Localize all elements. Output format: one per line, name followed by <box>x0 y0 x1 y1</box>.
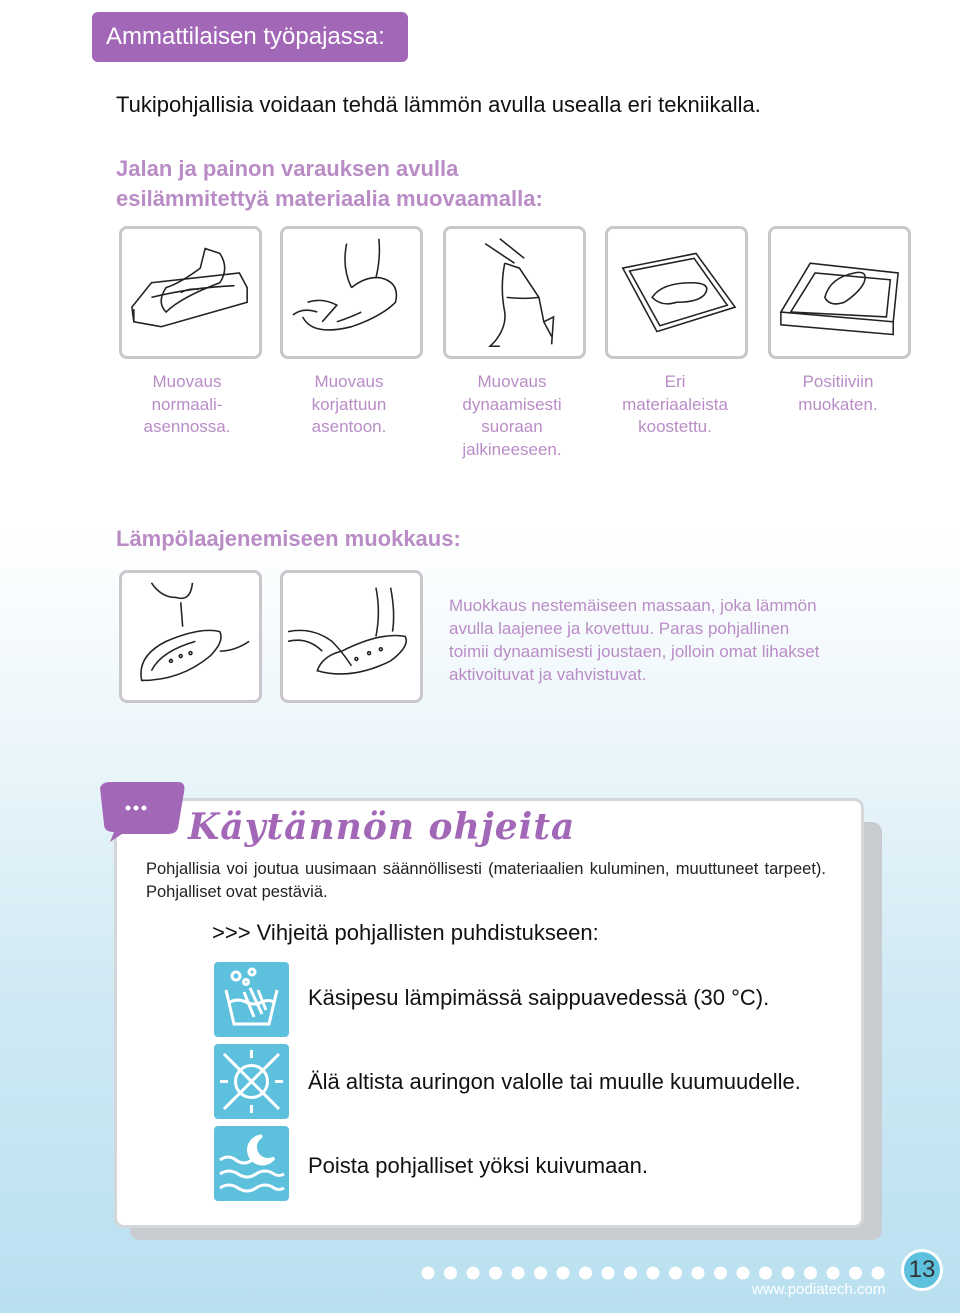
footer-dot <box>512 1267 525 1280</box>
no-heat-sun-icon <box>214 1044 289 1119</box>
tips-title: Käytännön ohjeita <box>188 806 576 848</box>
caption-line: korjattuun <box>311 394 387 414</box>
footer-dot <box>579 1267 592 1280</box>
speech-bubble-icon <box>94 780 190 842</box>
caption-4 <box>595 371 755 439</box>
text-line: avulla laajenee ja kovettuu. Paras pohjallinen <box>449 619 790 638</box>
footer-dot <box>872 1267 885 1280</box>
caption-line: normaali- <box>151 394 223 414</box>
caption-line: suoraan <box>481 417 543 436</box>
section2-text <box>449 594 859 686</box>
caption-line: jalkineeseen. <box>462 439 562 459</box>
caption-line: Muovaus <box>314 372 384 391</box>
illustration-hands-shaping-foot <box>280 226 423 359</box>
caption-2 <box>269 371 429 439</box>
footer-dot <box>782 1267 795 1280</box>
caption-3 <box>432 371 592 461</box>
section-tag: Ammattilaisen työpajassa: <box>92 12 408 62</box>
section1-title-line1: Jalan ja painon varauksen avulla <box>116 156 459 181</box>
illustration-foot-in-tray <box>119 226 262 359</box>
footer-dot <box>827 1267 840 1280</box>
footer-dot <box>467 1267 480 1280</box>
footer-dot <box>489 1267 502 1280</box>
section2-title: Lämpölaajenemiseen muokkaus: <box>116 526 461 551</box>
footer-dot <box>849 1267 862 1280</box>
caption-line: muokaten. <box>798 394 878 414</box>
footer-dot <box>737 1267 750 1280</box>
footer-dot <box>534 1267 547 1280</box>
caption-line: dynaamisesti <box>462 394 562 414</box>
page-number: 13 <box>901 1249 943 1291</box>
section1-title <box>116 154 543 214</box>
illustration-foot-in-high-heel <box>443 226 586 359</box>
caption-line: Eri <box>664 372 686 391</box>
intro-text: Tukipohjallisia voidaan tehdä lämmön avulla usealla eri tekniikalla. <box>116 92 761 117</box>
caption-line: koostettu. <box>638 417 712 436</box>
footer-dot <box>692 1267 705 1280</box>
illustration-insole-in-frame <box>605 226 748 359</box>
caption-line: Muovaus <box>152 372 222 391</box>
illustration-foot-pressing-insole <box>280 570 423 703</box>
footer-dot <box>602 1267 615 1280</box>
tips-body: Pohjallisia voi joutua uusimaan säännöllisesti (materiaalien kuluminen, muuttuneet tarpeet). Pohjalliset ovat pestäviä. <box>146 860 826 901</box>
illustration-positive-cast-box <box>768 226 911 359</box>
care-text-night-dry: Poista pohjalliset yöksi kuivumaan. <box>308 1153 648 1178</box>
caption-line: Muovaus <box>477 372 547 391</box>
hand-wash-icon <box>214 962 289 1037</box>
caption-line: materiaaleista <box>622 394 728 414</box>
night-dry-icon <box>214 1126 289 1201</box>
text-line: aktivoituvat ja vahvistuvat. <box>449 665 647 684</box>
care-text-no-heat: Älä altista auringon valolle tai muulle kuumuudelle. <box>308 1069 801 1094</box>
footer-dot <box>557 1267 570 1280</box>
section1-title-line2: esilämmitettyä materiaalia muovaamalla: <box>116 186 543 211</box>
footer-dot <box>422 1267 435 1280</box>
care-text-wash: Käsipesu lämpimässä saippuavedessä (30 °C). <box>308 985 770 1010</box>
footer-dot <box>714 1267 727 1280</box>
website-url: www.podiatech.com <box>752 1281 886 1298</box>
footer-dot <box>624 1267 637 1280</box>
text-line: toimii dynaamisesti joustaen, jolloin omat lihakset <box>449 642 820 661</box>
footer-dot <box>669 1267 682 1280</box>
cleaning-heading: >>> Vihjeitä pohjallisten puhdistukseen: <box>212 920 599 945</box>
footer-dot <box>804 1267 817 1280</box>
caption-5 <box>758 371 918 416</box>
caption-line: asennossa. <box>143 417 231 436</box>
illustration-pouring-liquid <box>119 570 262 703</box>
text-line: Muokkaus nestemäiseen massaan, joka lämmön <box>449 596 817 615</box>
footer-dot <box>759 1267 772 1280</box>
caption-1 <box>107 371 267 439</box>
caption-line: asentoon. <box>311 417 387 436</box>
footer-dot <box>647 1267 660 1280</box>
footer-dot <box>444 1267 457 1280</box>
caption-line: Positiiviin <box>802 372 874 391</box>
